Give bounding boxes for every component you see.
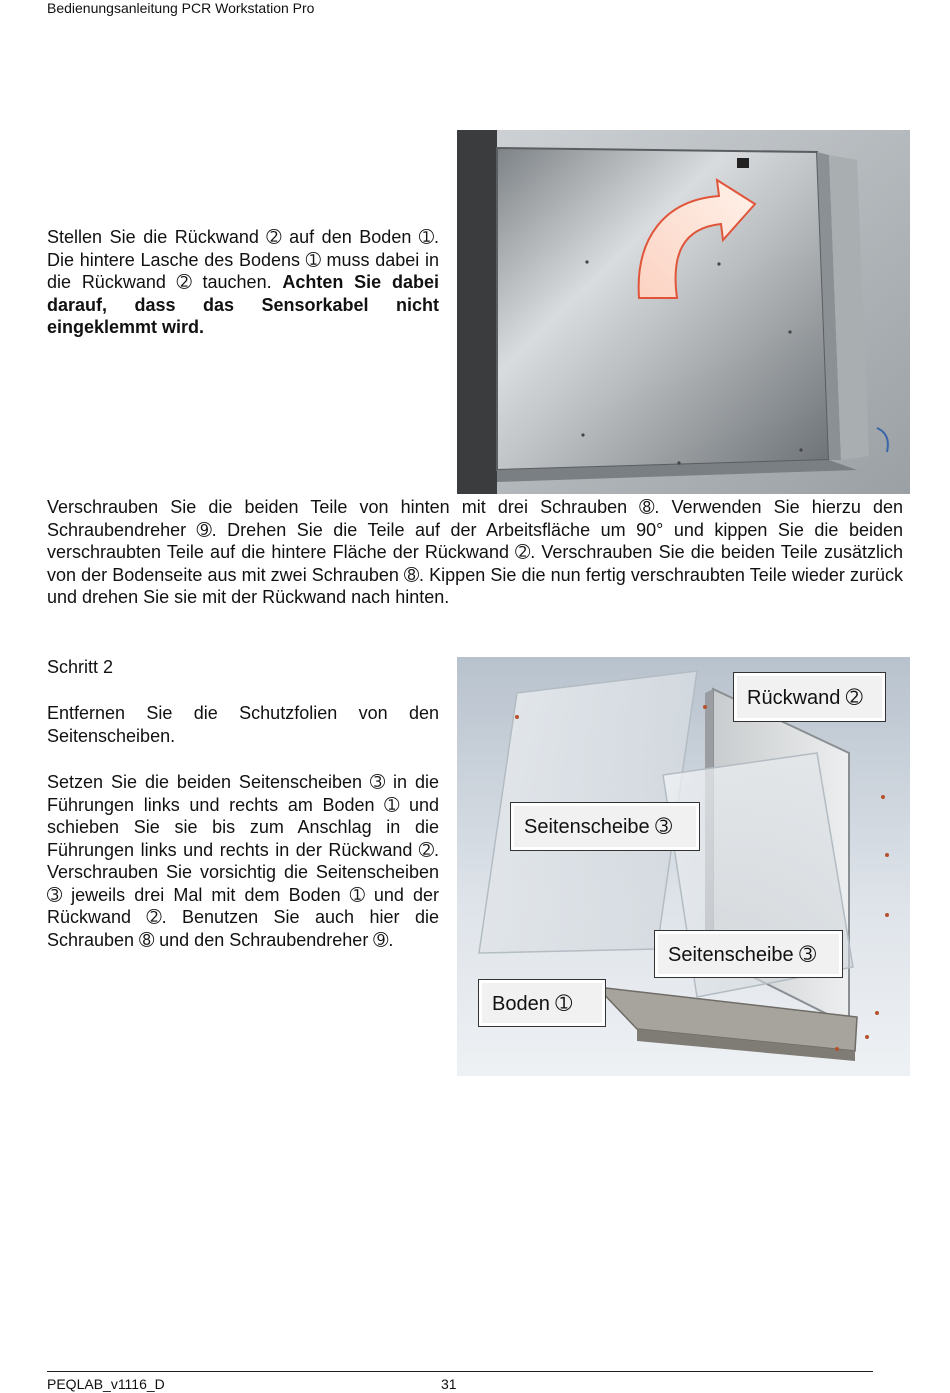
intro-text: Stellen Sie die Rückwand ➁ auf den Boden ➀. Die hintere Lasche des Bodens ➀ muss dabei in die Rückwand ➁ tauchen. bbox=[47, 227, 439, 292]
floor-plate-illustration bbox=[457, 130, 910, 494]
footer-divider bbox=[47, 1371, 873, 1372]
label-boden: Boden ➀ bbox=[478, 979, 606, 1027]
footer-doc-id: PEQLAB_v1116_D bbox=[47, 1376, 165, 1392]
floor-plate-photo bbox=[457, 130, 910, 494]
label-seitenscheibe-left: Seitenscheibe ➂ bbox=[510, 802, 700, 851]
assembly-diagram bbox=[457, 657, 910, 1076]
page-number: 31 bbox=[441, 1376, 457, 1392]
step-heading: Schritt 2 bbox=[47, 657, 114, 677]
screw-paragraph: Verschrauben Sie die beiden Teile von hinten mit drei Schrauben ➇. Verwenden Sie hierzu den Schraubendreher ➈. Drehen Sie die Teile auf der Arbeitsfläche um 90° und kippen Sie die beiden verschraubten Teile auf die hintere Fläche der Rückwand ➁. Verschrauben Sie die beiden Teile zusätzlich von der Bodenseite aus mit zwei Schrauben ➇. Kippen Sie die nun fertig verschraubten Teile wieder zurück und drehen Sie sie mit der Rückwand nach hinten. bbox=[47, 497, 903, 607]
insert-panels-paragraph: Setzen Sie die beiden Seitenscheiben ➂ in die Führungen links und rechts am Boden ➀ und schieben Sie sie bis zum Anschlag in die Führungen links und rechts in der Rückwand ➁. Verschrauben Sie vorsichtig die Seitenscheiben ➂ jeweils drei Mal mit dem Boden ➀ und der Rückwand ➁. Benutzen Sie auch hier die Schrauben ➇ und den Schraubendreher ➈. bbox=[47, 772, 439, 950]
label-seitenscheibe-right: Seitenscheibe ➂ bbox=[654, 930, 843, 978]
intro-warning: Achten Sie dabei darauf, dass das Sensorkabel nicht eingeklemmt wird. bbox=[47, 272, 439, 337]
header-title: Bedienungsanleitung PCR Workstation Pro bbox=[47, 0, 315, 16]
remove-foils-paragraph: Entfernen Sie die Schutzfolien von den Seitenscheiben. bbox=[47, 703, 439, 746]
intro-paragraph bbox=[47, 226, 439, 339]
label-rueckwand: Rückwand ➁ bbox=[733, 672, 886, 722]
